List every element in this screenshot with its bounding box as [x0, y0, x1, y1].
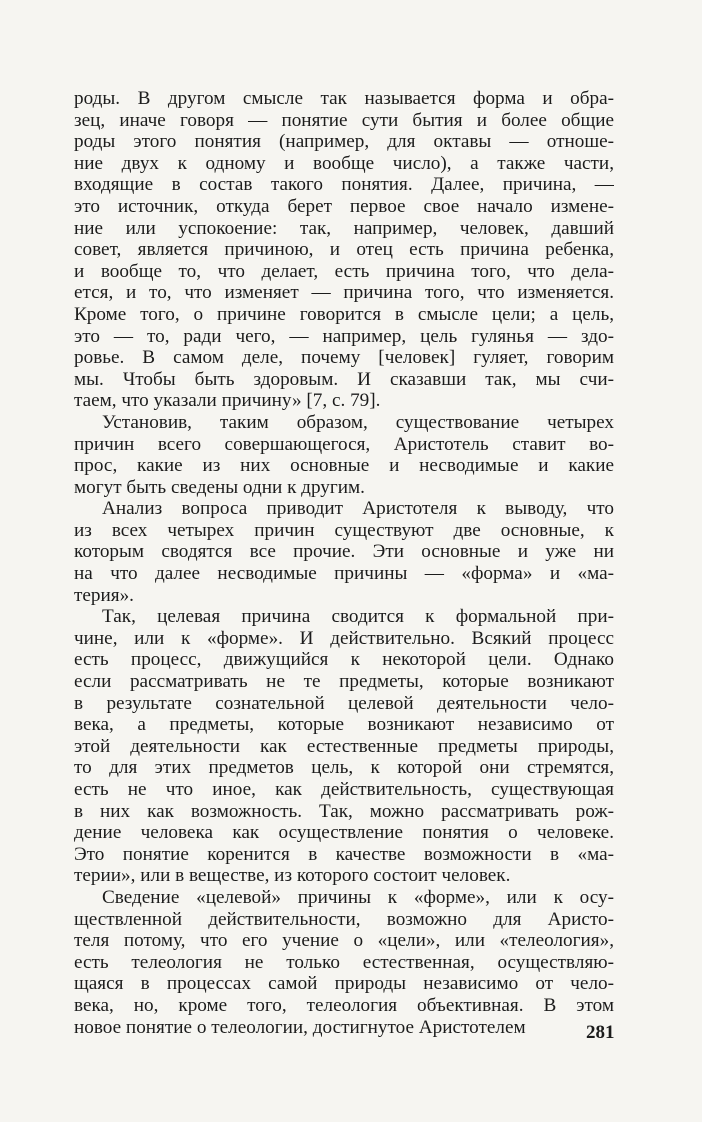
text-line: входящие в состав такого понятия. Далее, причина, —	[74, 174, 614, 196]
text-line: есть не что иное, как действительность, существующая	[74, 779, 614, 800]
text-line: Установив, таким образом, существование четырех	[102, 411, 614, 433]
text-line: Сведение «целевой» причины к «форме», или к осу-	[102, 886, 614, 908]
text-line: ние или успокоение: так, например, человек, давший	[74, 217, 614, 239]
text-line: зец, иначе говоря — понятие сути бытия и более общие	[74, 109, 614, 131]
text-line: это источник, откуда берет первое свое начало измене-	[74, 195, 614, 217]
text-line: ровье. В самом деле, почему [человек] гуляет, говорим	[74, 347, 614, 369]
text-line: Это понятие коренится в качестве возможности в «ма-	[74, 843, 614, 865]
text-line: которым сводятся все прочие. Эти основные и уже ни	[74, 541, 614, 563]
text-line: есть телеология не только естественная, осуществляю-	[74, 951, 614, 973]
text-line: роды. В другом смысле так называется форма и обра-	[74, 88, 614, 109]
paragraph	[74, 412, 614, 498]
text-line: могут быть сведены одни к другим.	[74, 476, 365, 498]
text-line: из всех четырех причин существуют две основные, к	[74, 519, 614, 541]
paragraph	[74, 606, 614, 887]
text-line: мы. Чтобы быть здоровым. И сказавши так, мы счи-	[74, 368, 614, 390]
text-line: новое понятие о телеологии, достигнутое Аристотелем	[74, 1016, 526, 1038]
text-line: щаяся в процессах самой природы независимо от чело-	[74, 973, 614, 995]
text-line: терия».	[74, 584, 134, 606]
text-line: ние двух к одному и вообще число), а также части,	[74, 152, 614, 174]
text-line: таем, что указали причину» [7, с. 79].	[74, 390, 381, 412]
text-line: теля потому, что его учение о «цели», или «телеология»,	[74, 930, 614, 952]
page-number: 281	[586, 1022, 615, 1043]
text-line: прос, какие из них основные и несводимые и какие	[74, 455, 614, 477]
text-line: этой деятельности как естественные предметы природы,	[74, 735, 614, 757]
text-line: есть процесс, движущийся к некоторой цели. Однако	[74, 649, 614, 671]
paragraph	[74, 498, 614, 606]
text-line: это — то, ради чего, — например, цель гулянья — здо-	[74, 325, 614, 347]
text-line: если рассматривать не те предметы, которые возникают	[74, 671, 614, 693]
paragraph	[74, 887, 614, 1038]
text-line: в них как возможность. Так, можно рассматривать рож-	[74, 800, 614, 822]
text-line: в результате сознательной целевой деятельности чело-	[74, 692, 614, 714]
text-line: Так, целевая причина сводится к формальной при-	[102, 606, 614, 628]
text-line: ществленной действительности, возможно для Аристо-	[74, 908, 614, 930]
text-line: века, а предметы, которые возникают независимо от	[74, 714, 614, 736]
text-line: дение человека как осуществление понятия о человеке.	[74, 822, 614, 844]
text-line: ется, и то, что изменяет — причина того, что изменяется.	[74, 282, 614, 304]
text-line: терии», или в веществе, из которого состоит человек.	[74, 865, 511, 887]
text-line: роды этого понятия (например, для октавы — отноше-	[74, 131, 614, 153]
paragraph	[74, 88, 614, 412]
body-text	[74, 88, 614, 1038]
text-line: на что далее несводимые причины — «форма» и «ма-	[74, 563, 614, 585]
text-line: то для этих предметов цель, к которой они стремятся,	[74, 757, 614, 779]
text-line: причин всего совершающегося, Аристотель ставит во-	[74, 433, 614, 455]
text-line: Анализ вопроса приводит Аристотеля к выводу, что	[102, 498, 614, 520]
text-line: совет, является причиною, и отец есть причина ребенка,	[74, 239, 614, 261]
text-line: и вообще то, что делает, есть причина того, что дела-	[74, 260, 614, 282]
text-line: века, но, кроме того, телеология объективная. В этом	[74, 994, 614, 1016]
text-line: Кроме того, о причине говорится в смысле цели; а цель,	[74, 303, 614, 325]
text-line: чине, или к «форме». И действительно. Всякий процесс	[74, 627, 614, 649]
